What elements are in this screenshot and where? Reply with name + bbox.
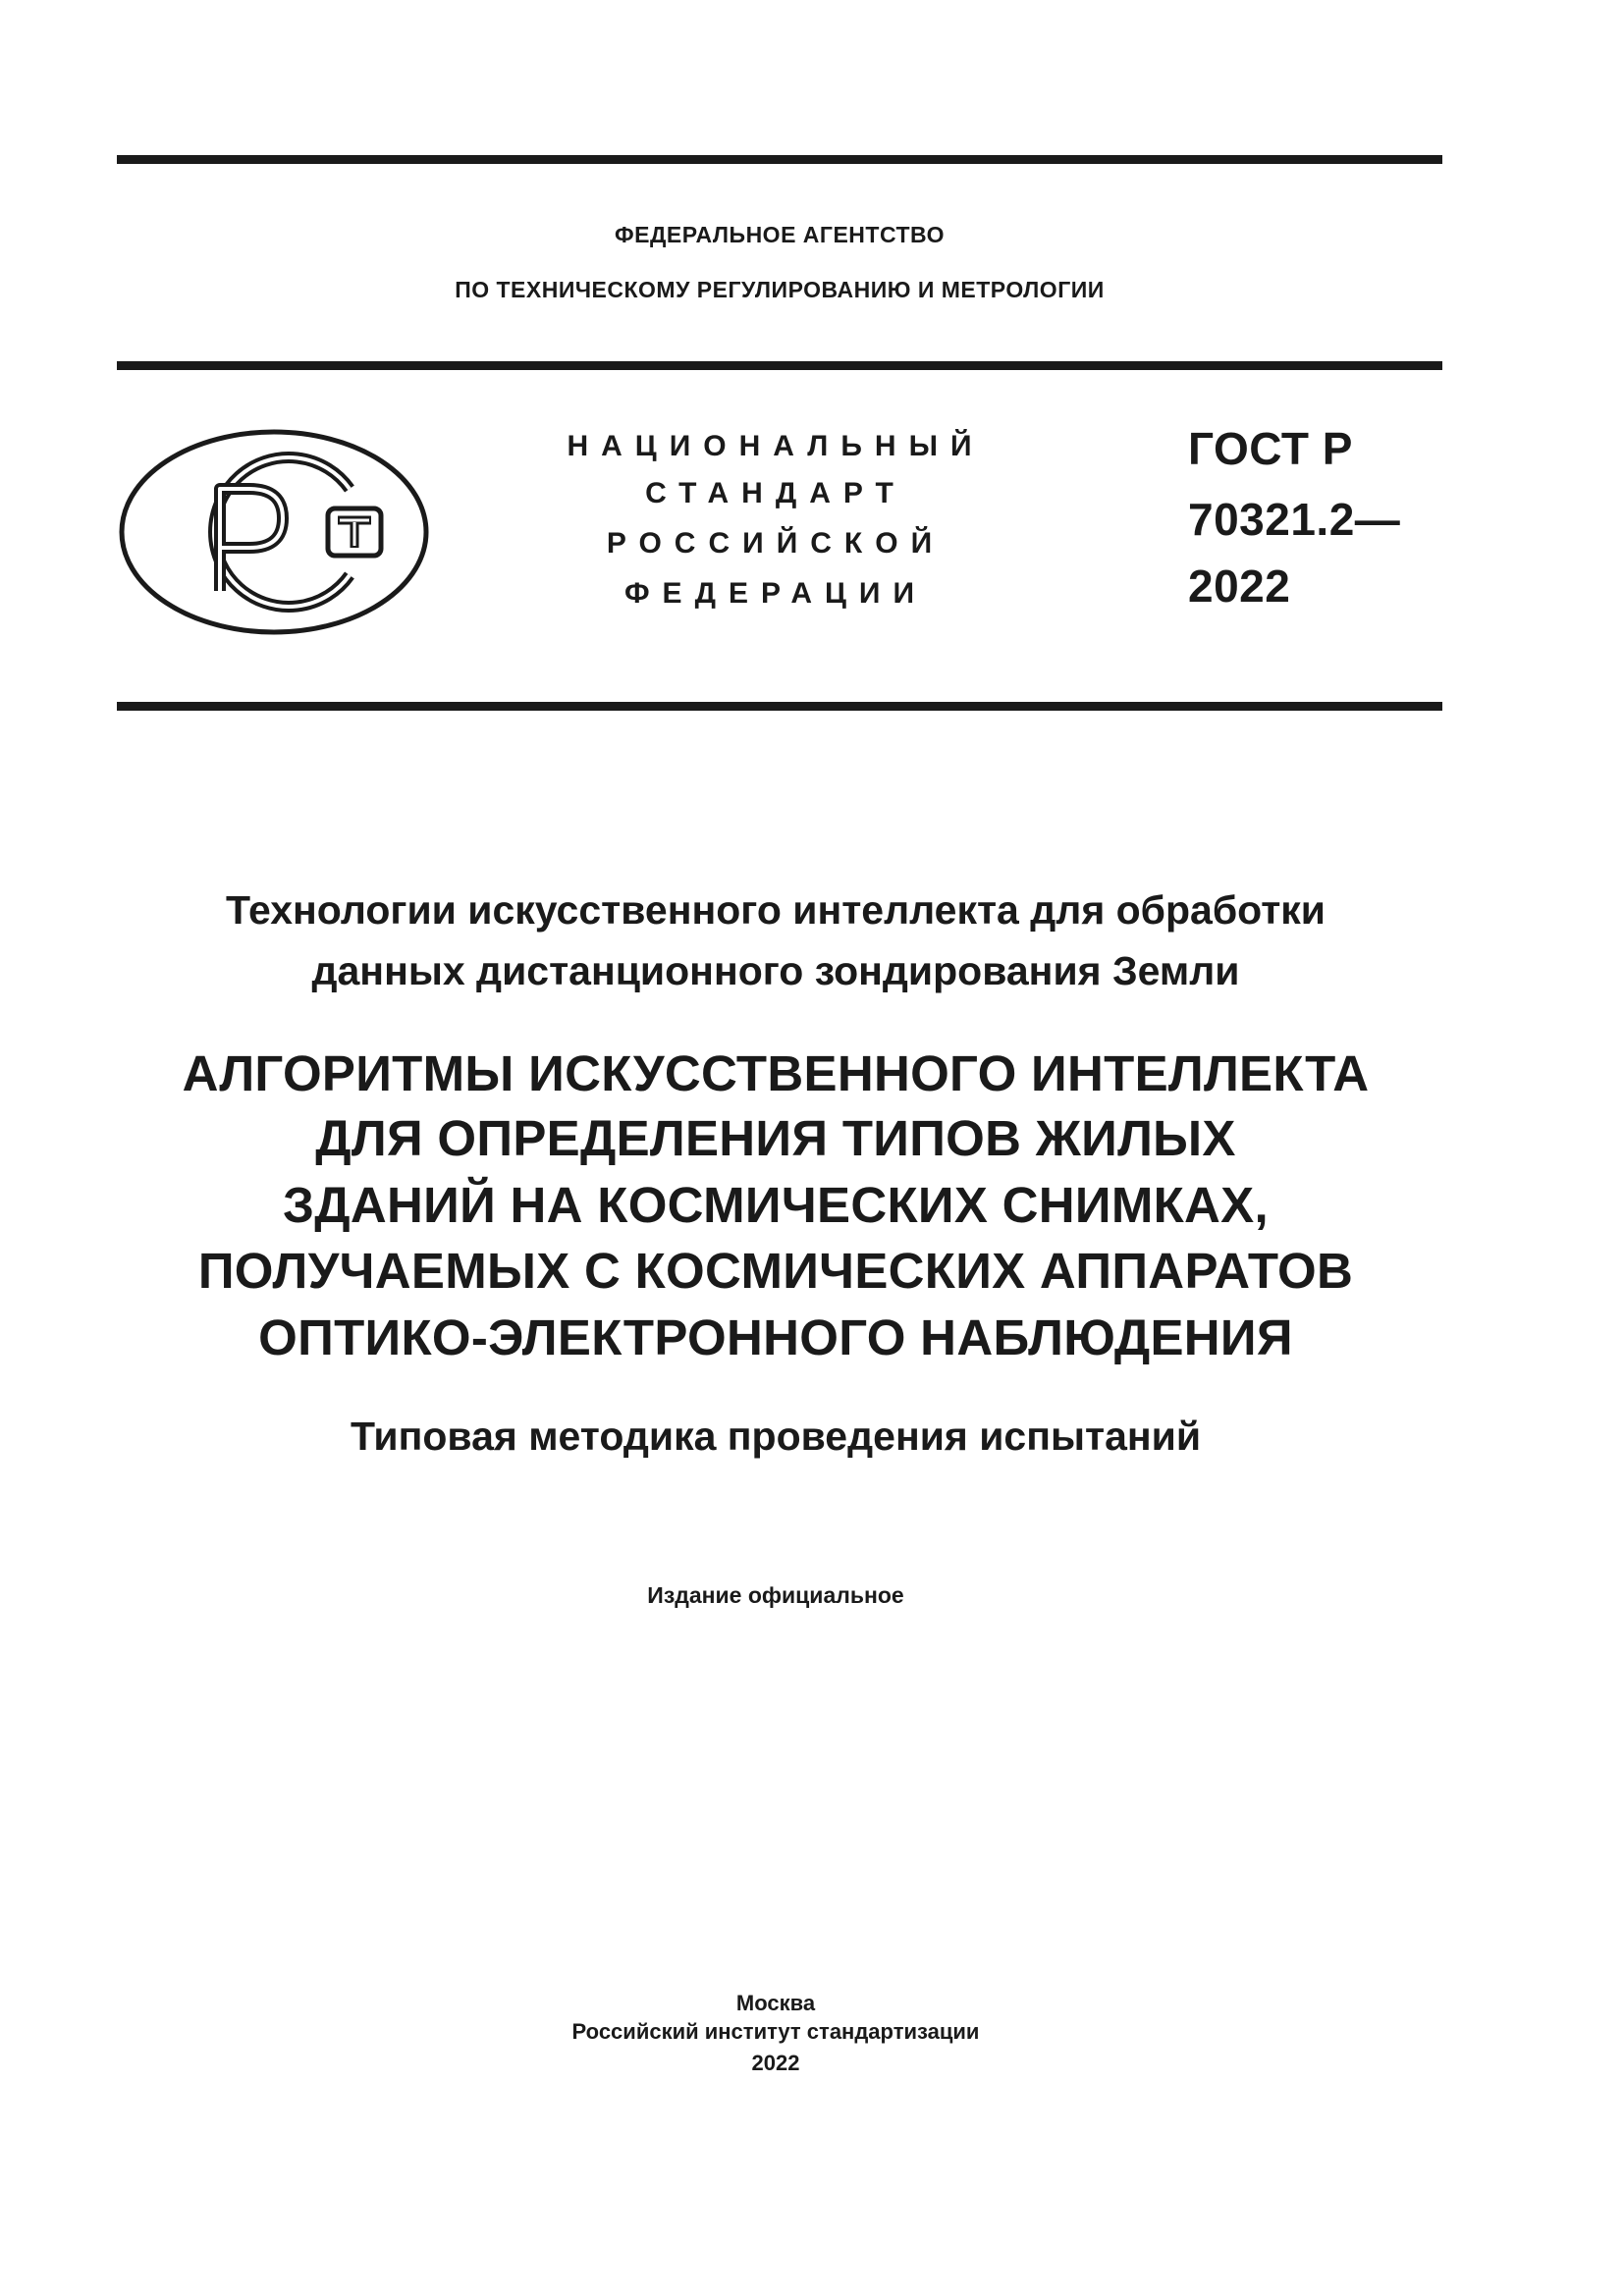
standard-type-line-1: НАЦИОНАЛЬНЫЙ [567, 430, 985, 462]
general-title-line-1: Технологии искусственного интеллекта для обработки [225, 887, 1326, 933]
imprint-city: Москва [735, 1991, 816, 2015]
general-title-line-2: данных дистанционного зондирования Земли [311, 948, 1240, 993]
title-block-divider [117, 702, 1442, 711]
rst-certification-mark-icon [118, 428, 430, 636]
header-divider [117, 361, 1442, 370]
main-title-line-5: ОПТИКО-ЭЛЕКТРОННОГО НАБЛЮДЕНИЯ [258, 1309, 1293, 1365]
part-title: Типовая методика проведения испытаний [350, 1414, 1202, 1459]
main-title-line-1: АЛГОРИТМЫ ИСКУССТВЕННОГО ИНТЕЛЛЕКТА [182, 1045, 1370, 1101]
edition-label: Издание официальное [647, 1582, 904, 1608]
top-divider [117, 155, 1442, 164]
standard-designation-line-1: ГОСТ Р [1188, 423, 1353, 474]
standard-designation-line-2: 70321.2— [1188, 494, 1401, 545]
imprint-publisher: Российский институт стандартизации [571, 2019, 980, 2044]
main-title-line-2: ДЛЯ ОПРЕДЕЛЕНИЯ ТИПОВ ЖИЛЫХ [315, 1110, 1236, 1166]
standard-designation-line-3: 2022 [1188, 561, 1291, 612]
agency-name-line-2: ПО ТЕХНИЧЕСКОМУ РЕГУЛИРОВАНИЮ И МЕТРОЛОГИИ [455, 277, 1105, 302]
standard-type-line-4: ФЕДЕРАЦИИ [623, 577, 928, 610]
standard-type-line-3: РОССИЙСКОЙ [606, 527, 946, 560]
standard-type-line-2: СТАНДАРТ [645, 477, 906, 509]
imprint-year: 2022 [751, 2051, 800, 2075]
main-title-line-3: ЗДАНИЙ НА КОСМИЧЕСКИХ СНИМКАХ, [283, 1177, 1269, 1233]
agency-name-line-1: ФЕДЕРАЛЬНОЕ АГЕНТСТВО [615, 222, 945, 247]
main-title-line-4: ПОЛУЧАЕМЫХ С КОСМИЧЕСКИХ АППАРАТОВ [197, 1243, 1354, 1299]
